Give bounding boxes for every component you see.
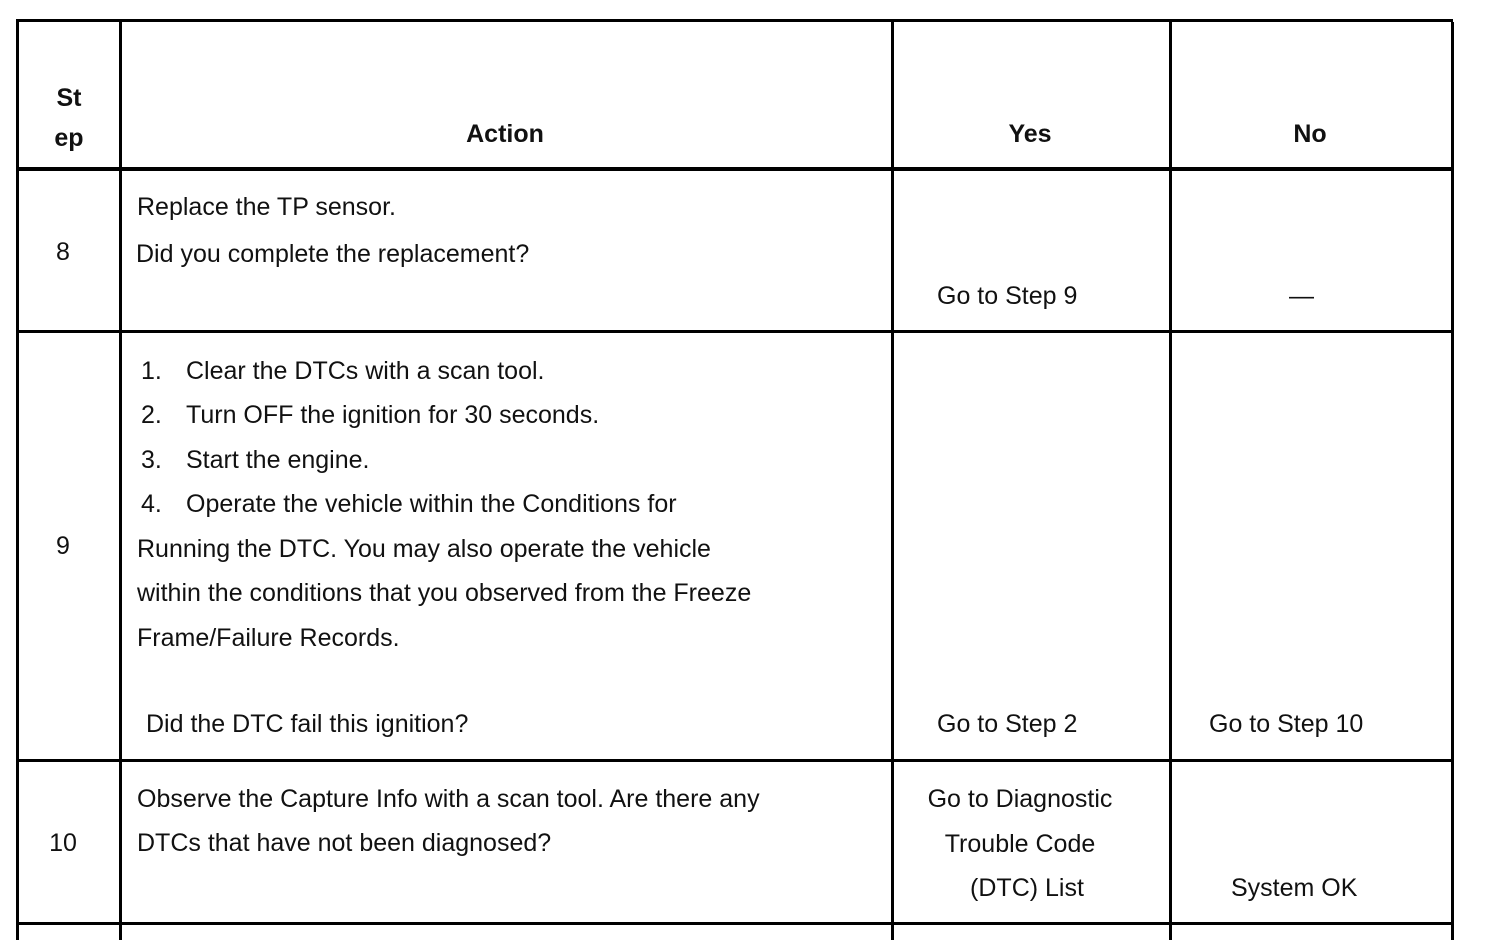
- column-divider: [1169, 22, 1172, 940]
- row-divider: [19, 330, 1453, 333]
- list-number: 3.: [141, 446, 162, 474]
- list-number: 1.: [141, 357, 162, 385]
- action-line: Replace the TP sensor.: [137, 193, 396, 221]
- action-line: Observe the Capture Info with a scan tool. Are there any: [137, 785, 760, 813]
- step-number: 8: [56, 238, 70, 266]
- row-divider: [19, 759, 1453, 762]
- yes-result-line: (DTC) List: [970, 874, 1084, 902]
- no-result: System OK: [1231, 874, 1358, 902]
- column-divider: [1451, 22, 1454, 940]
- row-divider: [19, 922, 1453, 925]
- list-number: 2.: [141, 401, 162, 429]
- no-result: —: [1289, 282, 1314, 310]
- yes-result-line: Trouble Code: [944, 829, 1096, 858]
- action-line: Did you complete the replacement?: [136, 240, 530, 268]
- list-text: Operate the vehicle within the Conditions for: [186, 490, 677, 518]
- header-step-line1: St: [56, 84, 82, 112]
- column-divider: [119, 22, 122, 940]
- list-text: Start the engine.: [186, 446, 370, 474]
- diagnostic-table: [16, 19, 1453, 940]
- header-action: Action: [466, 120, 544, 148]
- list-text: Turn OFF the ignition for 30 seconds.: [186, 401, 600, 429]
- yes-result-line: Go to Diagnostic: [927, 785, 1113, 813]
- header-yes: Yes: [1008, 120, 1052, 148]
- yes-result: [891, 777, 1149, 911]
- step-number: 9: [56, 532, 70, 560]
- no-result: Go to Step 10: [1209, 710, 1364, 738]
- step-number: 10: [49, 829, 77, 857]
- list-number: 4.: [141, 490, 162, 518]
- yes-result: Go to Step 2: [937, 710, 1078, 738]
- action-line: within the conditions that you observed from the Freeze: [137, 579, 752, 607]
- header-no: No: [1293, 120, 1327, 148]
- yes-result: Go to Step 9: [937, 282, 1078, 310]
- header-step: [19, 78, 119, 158]
- action-line: Running the DTC. You may also operate the vehicle: [137, 535, 711, 563]
- question: Did the DTC fail this ignition?: [146, 710, 469, 738]
- header-step-line2: ep: [54, 124, 84, 152]
- action-line: Frame/Failure Records.: [137, 624, 400, 652]
- list-text: Clear the DTCs with a scan tool.: [186, 357, 545, 385]
- action-line: DTCs that have not been diagnosed?: [137, 829, 552, 857]
- row-divider: [19, 167, 1453, 171]
